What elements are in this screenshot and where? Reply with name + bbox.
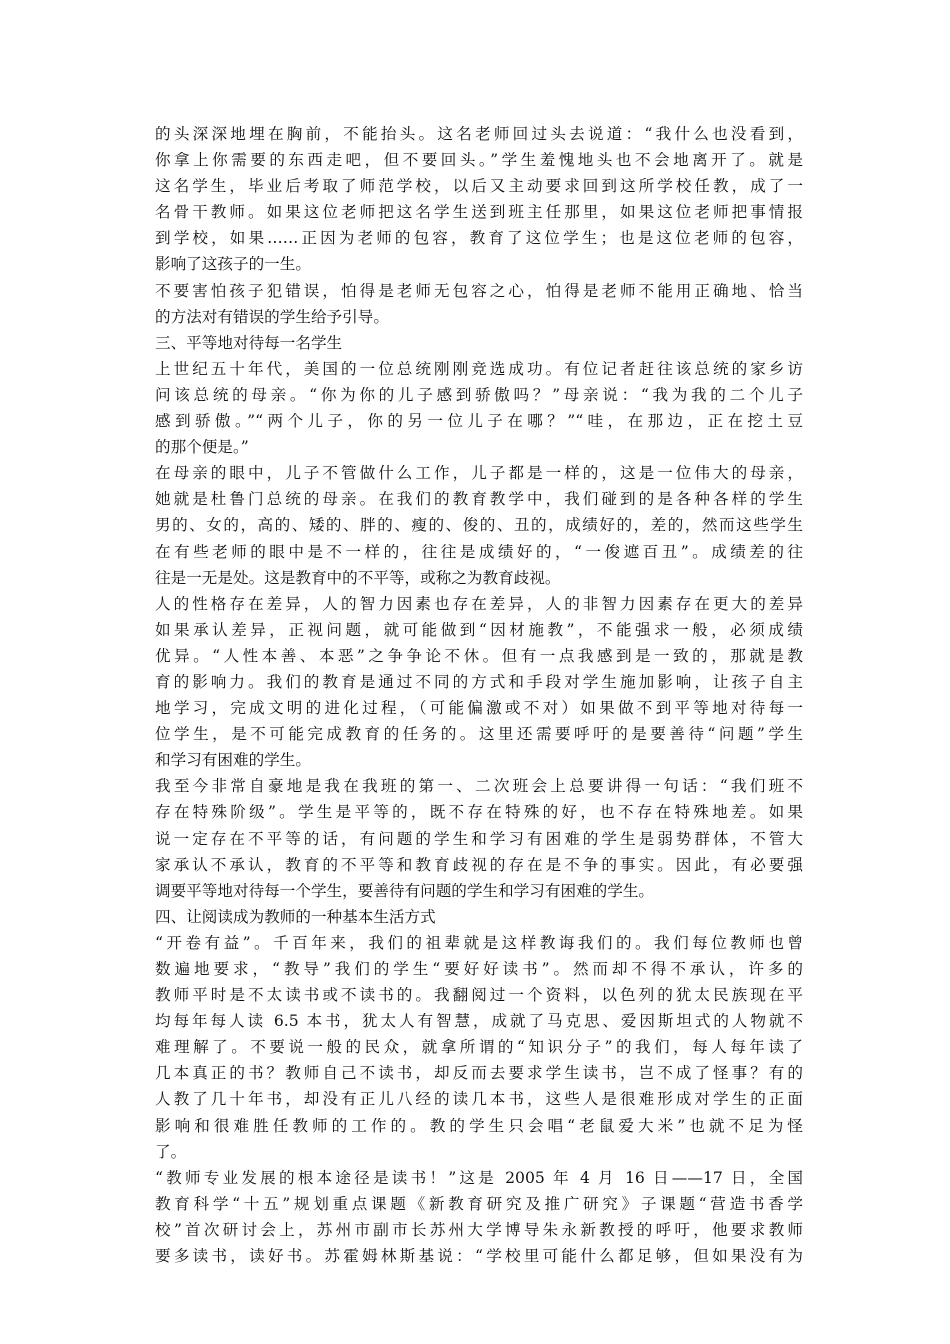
text-line: 感到骄傲。”“两个儿子，你的另一位儿子在哪？”“哇，在那边，正在挖土豆 [155,412,803,431]
text-line: 了。 [155,1142,187,1161]
text-line: 校”首次研讨会上，苏州市副市长苏州大学博导朱永新教授的呼吁，他要求教师 [155,1220,803,1239]
text-line: “教师专业发展的根本途径是读书！”这是 2005 年 4 月 16 日——17 日，全国 [155,1168,803,1187]
text-line: 不要害怕孩子犯错误，怕得是老师无包容之心，怕得是老师不能用正确地、恰当 [155,281,803,300]
text-line: 在有些老师的眼中是不一样的，往往是成绩好的，“一俊遮百丑”。成绩差的往 [155,542,803,561]
text-line: 均每年每人读 6.5 本书，犹太人有智慧，成就了马克思、爱因斯坦式的人物就不 [155,1012,803,1031]
text-line: 的头深深地埋在胸前，不能抬头。这名老师回过头去说道：“我什么也没看到， [155,125,803,143]
text-line: 地学习，完成文明的进化过程，（可能偏激或不对）如果做不到平等地对待每一 [155,699,803,718]
text-line: 育的影响力。我们的教育是通过不同的方式和手段对学生施加影响，让孩子自主 [155,672,803,691]
text-line: 要多读书，读好书。苏霍姆林斯基说：“学校里可能什么都足够，但如果没有为 [155,1247,803,1266]
document-page [155,121,803,1269]
text-line: 影响和很难胜任教师的工作的。教的学生只会唱“老鼠爱大米”也就不足为怪 [155,1116,803,1135]
text-line: 调要平等地对待每一个学生，要善待有问题的学生和学习有困难的学生。 [155,881,655,900]
text-line: 上世纪五十年代，美国的一位总统刚刚竞选成功。有位记者赶往该总统的家乡访 [155,359,803,378]
text-line: 难理解了。不要说一般的民众，就拿所谓的“知识分子”的我们，每人每年读了 [155,1038,803,1057]
text-line: 这名学生，毕业后考取了师范学校，以后又主动要求回到这所学校任教，成了一 [155,177,803,196]
text-line: 你拿上你需要的东西走吧，但不要回头。”学生羞愧地头也不会地离开了。就是 [155,151,803,170]
text-line: 如果承认差异，正视问题，就可能做到“因材施教”，不能强求一般，必须成绩 [155,620,803,639]
text-line: 在母亲的眼中，儿子不管做什么工作，儿子都是一样的，这是一位伟大的母亲， [155,464,803,483]
text-line: 人教了几十年书，却没有正儿八经的读几本书，这些人是很难形成对学生的正面 [155,1090,803,1109]
text-line: 和学习有困难的学生。 [155,751,311,770]
text-line: 三、平等地对待每一名学生 [155,333,343,352]
text-line: 数遍地要求，“教导”我们的学生“要好好读书”。然而却不得不承认，许多的 [155,960,803,978]
text-line: 男的、女的，高的、矮的、胖的、瘦的、俊的、丑的，成绩好的，差的，然而这些学生 [155,516,803,535]
text-line: 她就是杜鲁门总统的母亲。在我们的教育教学中，我们碰到的是各种各样的学生 [155,490,803,509]
text-line: 人的性格存在差异，人的智力因素也存在差异，人的非智力因素存在更大的差异 [155,594,803,613]
text-line: 到学校，如果……正因为老师的包容，教育了这位学生；也是这位老师的包容， [155,229,803,248]
text-line: 往是一无是处。这是教育中的不平等，或称之为教育歧视。 [155,568,561,587]
text-line: 说一定存在不平等的话，有问题的学生和学习有困难的学生是弱势群体，不管大 [155,829,803,848]
text-line: 影响了这孩子的一生。 [155,255,311,274]
text-line: 名骨干教师。如果这位老师把这名学生送到班主任那里，如果这位老师把事情报 [155,203,803,222]
text-line: “开卷有益”。千百年来，我们的祖辈就是这样教诲我们的。我们每位教师也曾 [155,933,803,952]
text-line: 的方法对有错误的学生给予引导。 [155,307,389,326]
text-line: 家承认不承认，教育的不平等和教育歧视的存在是不争的事实。因此，有必要强 [155,855,803,874]
text-line: 问该总统的母亲。“你为你的儿子感到骄傲吗？”母亲说：“我为我的二个儿子 [155,385,803,404]
text-line: 教育科学“十五”规划重点课题《新教育研究及推广研究》子课题“营造书香学 [155,1194,803,1213]
text-line: 的那个便是。” [155,438,249,457]
text-line: 几本真正的书？教师自己不读书，却反而去要求学生读书，岂不成了怪事？有的 [155,1064,803,1083]
text-line: 教师平时是不太读书或不读书的。我翻阅过一个资料，以色列的犹太民族现在平 [155,986,803,1005]
text-line: 四、让阅读成为教师的一种基本生活方式 [155,907,436,926]
text-line: 位学生，是不可能完成教育的任务的。这里还需要呼吁的是要善待“问题”学生 [155,725,803,744]
text-line: 存在特殊阶级”。学生是平等的，既不存在特殊的好，也不存在特殊地差。如果 [155,803,803,822]
text-line: 我至今非常自豪地是我在我班的第一、二次班会上总要讲得一句话：“我们班不 [155,777,803,796]
text-line: 优异。“人性本善、本恶”之争争论不休。但有一点我感到是一致的，那就是教 [155,646,803,665]
